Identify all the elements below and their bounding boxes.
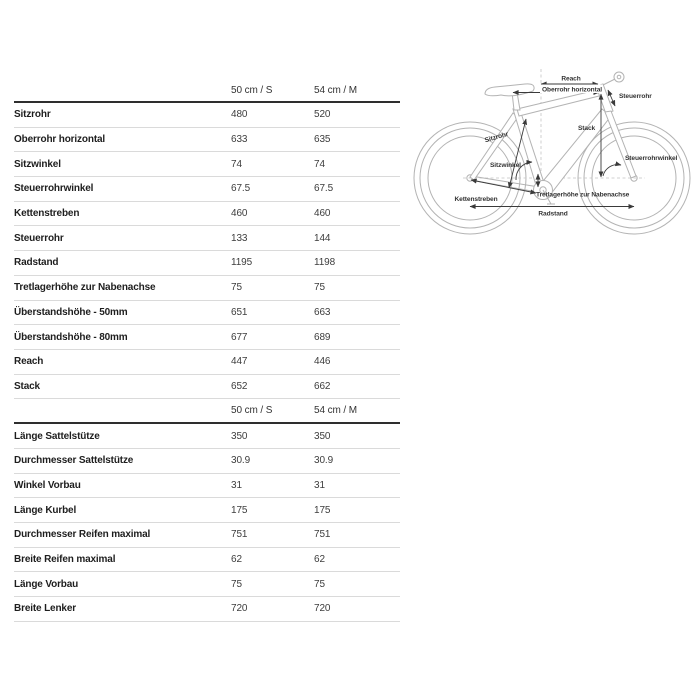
- table-row: [14, 152, 400, 177]
- row-value: 74: [231, 158, 242, 170]
- row-value: 133: [231, 232, 248, 244]
- radstand-label: Radstand: [538, 210, 568, 218]
- row-value: 1195: [231, 257, 253, 269]
- dim-reach: [541, 76, 598, 85]
- row-label: Sitzrohr: [14, 109, 51, 121]
- kettenstreben-label: Kettenstreben: [454, 196, 498, 203]
- row-value: 633: [231, 134, 248, 146]
- row-value: 447: [231, 356, 248, 368]
- row-value: 520: [314, 109, 331, 121]
- saddle: [485, 84, 534, 96]
- sitzwinkel-label: Sitzwinkel: [490, 162, 521, 169]
- row-value: 62: [231, 554, 242, 566]
- row-value: 75: [314, 578, 325, 590]
- table-row: [14, 301, 400, 326]
- row-label: Steuerrohr: [14, 232, 64, 244]
- table-row: [14, 449, 400, 474]
- row-label: Überstandshöhe - 80mm: [14, 331, 128, 343]
- dim-steuerrohr: [608, 90, 652, 106]
- row-label: Stack: [14, 380, 40, 392]
- row-value: 662: [314, 380, 331, 392]
- table-row: [14, 375, 400, 400]
- table-row: [14, 597, 400, 622]
- row-value: 67.5: [231, 183, 251, 195]
- geometry-table: [14, 80, 400, 622]
- table-row: [14, 103, 400, 128]
- row-value: 67.5: [314, 183, 334, 195]
- row-value: 75: [231, 282, 242, 294]
- dim-kettenstreben: [454, 180, 536, 203]
- row-value: 62: [314, 554, 325, 566]
- row-label: Reach: [14, 356, 44, 368]
- table-row: [14, 424, 400, 449]
- row-value: 30.9: [314, 455, 334, 467]
- row-value: 144: [314, 232, 331, 244]
- row-label: Breite Reifen maximal: [14, 554, 116, 566]
- size-column-header-m: 54 cm / M: [314, 85, 357, 96]
- size-column-header-s: 50 cm / S: [231, 405, 273, 417]
- table-row: [14, 523, 400, 548]
- table-row: [14, 226, 400, 251]
- row-value: 635: [314, 134, 331, 146]
- steuerrohr-label: Steuerrohr: [619, 93, 652, 100]
- oberrohr-label: Oberrohr horizontal: [541, 86, 603, 94]
- row-value: 75: [314, 282, 325, 294]
- size-column-header-m: 54 cm / M: [314, 405, 357, 417]
- row-value: 751: [231, 529, 248, 541]
- size-header-row: [14, 399, 400, 424]
- row-label: Durchmesser Reifen maximal: [14, 529, 151, 541]
- stack-label: Stack: [578, 125, 596, 132]
- row-value: 31: [231, 479, 242, 491]
- row-value: 460: [231, 208, 248, 220]
- row-value: 350: [314, 430, 331, 442]
- tretlagerhoehe-label: Tretlagerhöhe zur Nabenachse: [536, 191, 630, 199]
- dim-steuerrohrwinkel: [603, 155, 678, 176]
- row-label: Sitzwinkel: [14, 158, 61, 170]
- handlebar: [614, 72, 624, 82]
- row-label: Länge Vorbau: [14, 578, 79, 590]
- row-label: Oberrohr horizontal: [14, 134, 106, 146]
- table-row: [14, 498, 400, 523]
- table-row: [14, 276, 400, 301]
- bike-geometry-diagram: [413, 53, 700, 255]
- table-row: [14, 177, 400, 202]
- row-value: 689: [314, 331, 331, 343]
- row-label: Radstand: [14, 257, 59, 269]
- row-value: 652: [231, 380, 248, 392]
- row-label: Breite Lenker: [14, 603, 76, 615]
- row-label: Tretlagerhöhe zur Nabenachse: [14, 282, 156, 294]
- reach-label: Reach: [561, 75, 581, 83]
- row-value: 720: [231, 603, 248, 615]
- table-row: [14, 251, 400, 276]
- row-value: 30.9: [231, 455, 251, 467]
- size-header-row: [14, 80, 400, 103]
- sitzrohr-label: Sitzrohr: [484, 130, 510, 145]
- table-row: [14, 474, 400, 499]
- row-value: 651: [231, 306, 248, 318]
- table-row: [14, 128, 400, 153]
- steuerrohrwinkel-label: Steuerrohrwinkel: [625, 155, 678, 162]
- row-value: 751: [314, 529, 331, 541]
- row-label: Steuerrohrwinkel: [14, 183, 94, 195]
- row-value: 1198: [314, 257, 336, 269]
- row-value: 677: [231, 331, 248, 343]
- row-value: 480: [231, 109, 248, 121]
- row-label: Winkel Vorbau: [14, 479, 81, 491]
- table-row: [14, 202, 400, 227]
- row-label: Überstandshöhe - 50mm: [14, 306, 128, 318]
- row-value: 460: [314, 208, 331, 220]
- row-value: 75: [231, 578, 242, 590]
- row-label: Kettenstreben: [14, 208, 80, 220]
- table-row: [14, 548, 400, 573]
- table-row: [14, 325, 400, 350]
- row-value: 74: [314, 158, 325, 170]
- row-value: 175: [314, 504, 331, 516]
- row-value: 31: [314, 479, 325, 491]
- table-row: [14, 350, 400, 375]
- row-value: 446: [314, 356, 331, 368]
- row-label: Länge Sattelstütze: [14, 430, 100, 442]
- table-row: [14, 572, 400, 597]
- row-label: Durchmesser Sattelstütze: [14, 455, 134, 467]
- row-value: 175: [231, 504, 248, 516]
- size-column-header-s: 50 cm / S: [231, 85, 273, 96]
- row-label: Länge Kurbel: [14, 504, 77, 516]
- row-value: 350: [231, 430, 248, 442]
- row-value: 663: [314, 306, 331, 318]
- row-value: 720: [314, 603, 331, 615]
